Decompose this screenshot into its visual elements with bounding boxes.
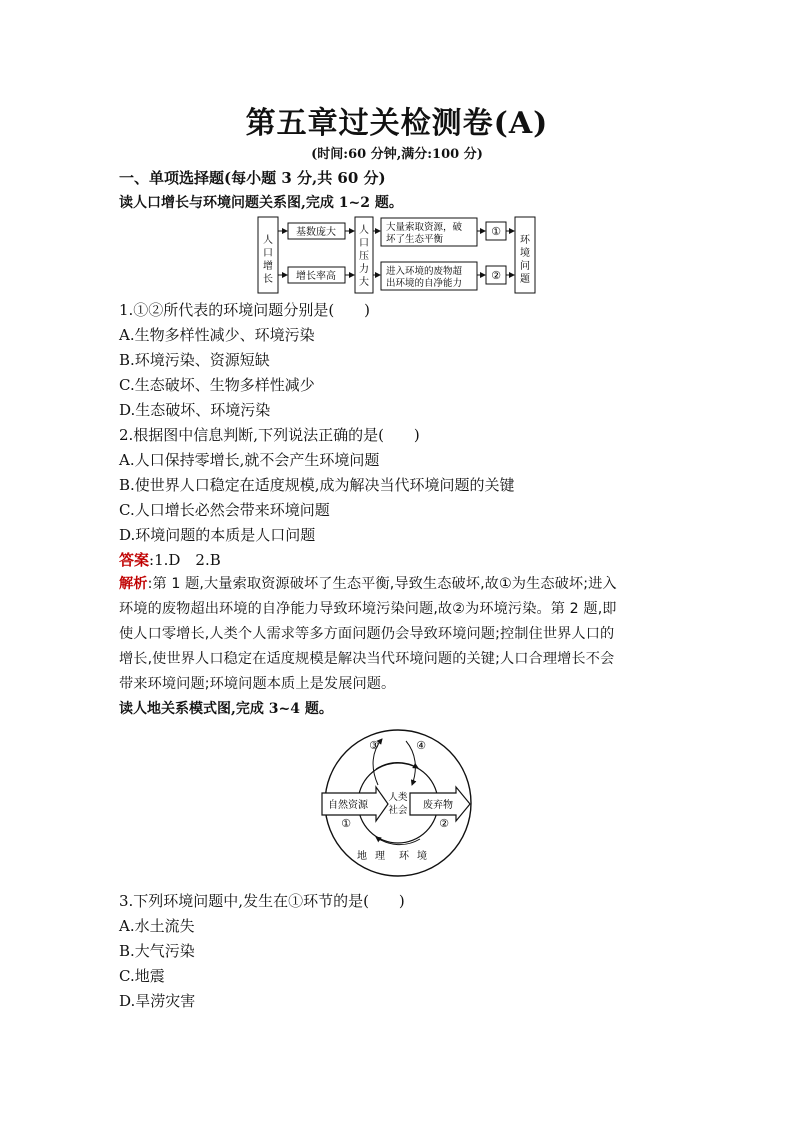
- human-land-diagram: [318, 727, 478, 879]
- growth-box-c4: 长: [263, 274, 273, 285]
- q1-option-d: D.生态破坏、环境污染: [119, 401, 271, 419]
- q1-option-b: B.环境污染、资源短缺: [119, 351, 270, 369]
- effect-top-l1: 大量索取资源，破: [386, 222, 463, 233]
- q3-stem: 3.下列环境问题中,发生在①环节的是( ): [119, 892, 405, 910]
- q2-option-a: A.人口保持零增长,就不会产生环境问题: [119, 451, 380, 469]
- society-l1: 人类: [388, 792, 408, 803]
- num1-diagram2: ①: [341, 817, 351, 830]
- growth-box-c3: 增: [263, 261, 273, 272]
- rate-box-label: 增长率高: [296, 271, 336, 282]
- env-c3: 问: [520, 261, 530, 272]
- natural-resource-label: 自然资源: [328, 800, 368, 811]
- growth-box-c2: 口: [263, 248, 273, 259]
- env-c2: 境: [520, 248, 530, 259]
- geo-char-3: 环: [399, 851, 409, 862]
- pressure-c4: 力: [359, 264, 369, 275]
- q2-option-b: B.使世界人口稳定在适度规模,成为解决当代环境问题的关键: [119, 476, 515, 494]
- q3-option-a: A.水土流失: [119, 917, 195, 935]
- explanation-line-1: 解析:第 1 题,大量索取资源破坏了生态平衡,导致生态破坏,故①为生态破坏;进入: [119, 576, 617, 592]
- q1-option-c: C.生态破坏、生物多样性减少: [119, 376, 315, 394]
- explanation-label: 解析: [119, 576, 148, 592]
- num2: ②: [491, 269, 501, 282]
- effect-bottom-l2: 出环境的自净能力: [386, 278, 463, 289]
- q3-option-b: B.大气污染: [119, 942, 195, 960]
- pressure-c2: 口: [359, 238, 369, 249]
- explanation-line-2: 环境的废物超出环境的自净能力导致环境污染问题,故②为环境污染。第 2 题,即: [119, 601, 617, 617]
- q3-option-c: C.地震: [119, 967, 165, 985]
- explanation-line-3: 使人口零增长,人类个人需求等多方面问题仍会导致环境问题;控制住世界人口的: [119, 626, 615, 642]
- page-title: 第五章过关检测卷(A): [245, 106, 549, 141]
- pressure-c1: 人: [359, 225, 369, 236]
- answer-line: [119, 549, 221, 570]
- answer-label: 答案: [119, 551, 150, 569]
- page-subtitle: (时间:60 分钟,满分:100 分): [311, 147, 483, 162]
- explanation-line-4: 增长,使世界人口稳定在适度规模是解决当代环境问题的关键;人口合理增长不会: [119, 651, 615, 667]
- num2-diagram2: ②: [439, 817, 449, 830]
- intro-text-2: 读人地关系模式图,完成 3~4 题。: [119, 701, 333, 717]
- num3: ③: [369, 739, 379, 752]
- q1-stem: 1.①②所代表的环境问题分别是( ): [119, 301, 371, 319]
- waste-label: 废弃物: [423, 800, 453, 811]
- q2-option-d: D.环境问题的本质是人口问题: [119, 526, 316, 544]
- pressure-c3: 压: [359, 251, 369, 262]
- num4: ④: [416, 739, 426, 752]
- base-box-label: 基数庞大: [296, 227, 336, 238]
- section-heading: 一、单项选择题(每小题 3 分,共 60 分): [119, 169, 386, 187]
- intro-text-1: 读人口增长与环境问题关系图,完成 1~2 题。: [119, 195, 403, 211]
- explanation-line-5: 带来环境问题;环境问题本质上是发展问题。: [119, 676, 396, 692]
- answer-text: :1.D 2.B: [149, 551, 221, 569]
- pressure-c5: 大: [359, 277, 369, 288]
- society-l2: 社会: [388, 805, 408, 816]
- env-c4: 题: [520, 274, 530, 285]
- q2-option-c: C.人口增长必然会带来环境问题: [119, 501, 330, 519]
- q2-stem: 2.根据图中信息判断,下列说法正确的是( ): [119, 426, 420, 444]
- num1: ①: [491, 225, 501, 238]
- env-c1: 环: [520, 235, 530, 246]
- effect-top-l2: 坏了生态平衡: [386, 234, 444, 245]
- population-environment-diagram: [255, 213, 545, 295]
- growth-box-c1: 人: [263, 235, 273, 246]
- explanation: [119, 572, 679, 697]
- q3-option-d: D.旱涝灾害: [119, 992, 196, 1010]
- geo-char-4: 境: [417, 851, 427, 862]
- q1-option-a: A.生物多样性减少、环境污染: [119, 326, 315, 344]
- effect-bottom-l1: 进入环境的废物超: [386, 266, 463, 277]
- geo-char-2: 理: [375, 851, 385, 862]
- geo-char-1: 地: [357, 851, 367, 862]
